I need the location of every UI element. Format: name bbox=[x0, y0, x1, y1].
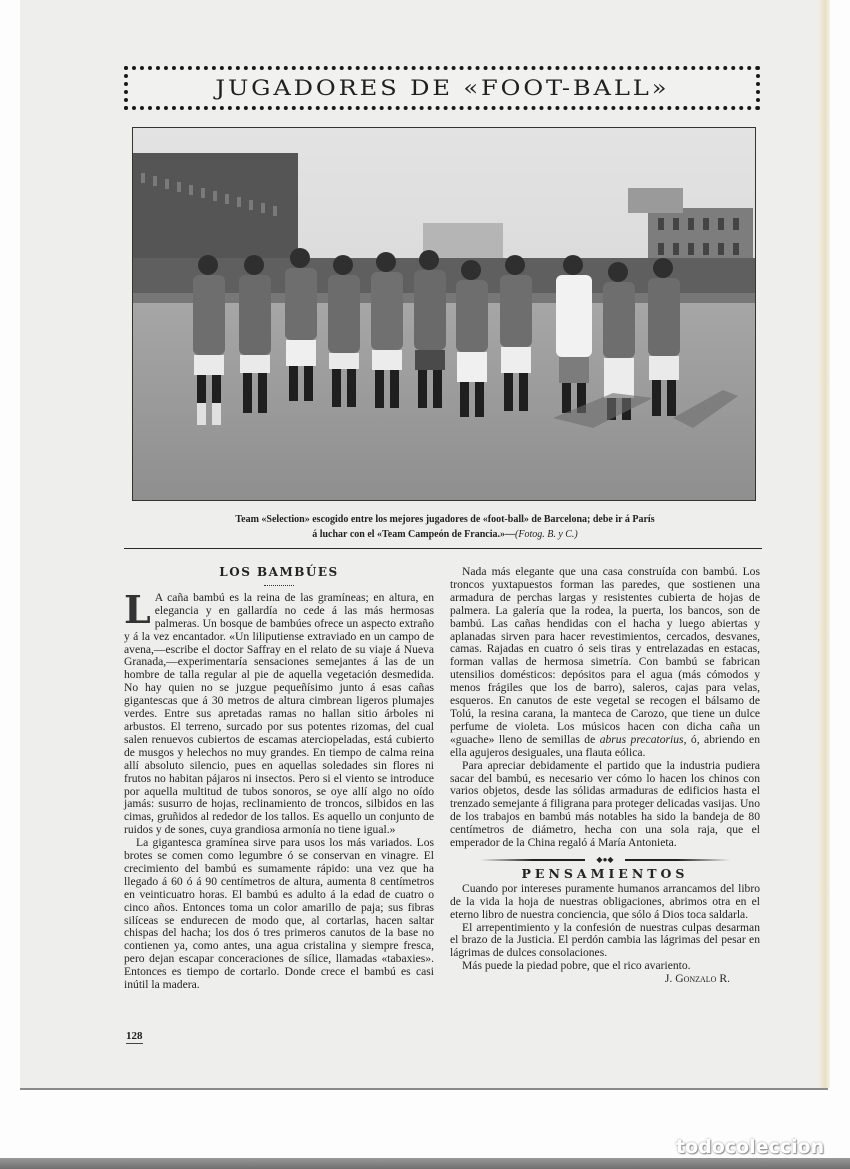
paragraph-text-continued: , ó, abriendo en ella agujeros desiguales, una flauta eólica. bbox=[450, 732, 760, 759]
caption-line-1: Team «Selection» escogido entre los mejores jugadores de «foot-ball» de Barcelona; debe ir á París bbox=[235, 514, 655, 525]
article-heading-pensamientos: PENSAMIENTOS bbox=[521, 865, 689, 881]
latin-species-name: abrus precatorius bbox=[599, 732, 684, 746]
divider-line-left bbox=[480, 859, 585, 861]
thought-paragraph: Más puede la piedad pobre, que el rico avariento. bbox=[462, 959, 691, 973]
drop-cap: L bbox=[124, 586, 151, 632]
author-signature: J. Gonzalo R. bbox=[664, 972, 730, 986]
page-title: JUGADORES DE «FOOT-BALL» bbox=[215, 76, 669, 100]
title-banner bbox=[124, 66, 760, 110]
article-paragraph bbox=[124, 586, 434, 837]
photo-credit: (Fotog. B. y C.) bbox=[515, 529, 578, 540]
paragraph-text: A caña bambú es la reina de las gramíneas; en altura, en elegancia y en gallardía no cede á las más hermosas palmeras. Un bosque de bambúes ofrece un aspecto extraño y á la vez encantador. «Un liliputiense extraviado en un campo de avena,—escribe el doctor Saffray en el relato de su viaje á Nueva Granada,—experimentaría sensaciones semejantes á las de un hombre de talla regular al pie de aquella vegetación desmedida. No hay quien no se juzgue pequeñísimo junto á esas cañas gigantescas que á 30 metros de altura cimbrean ligeros plumajes verdes. Entre sus apretadas ramas no hallan sitio árboles ni arbustos. El terreno, surcado por sus potentes rizomas, del cual salen renuevos cubiertos de escamas aterciopeladas, está cubierto de musgos y helechos no muy grandes. En tiempo de calma reina allí absoluto silencio, pues en aquellas soledades sin flores ni frutos no habitan pájaros ni insectos. Pero si el viento se introduce por aquella multitud de tubos sonoros, se oye allí algo no oído jamás: susurro de hojas, reclinamiento de troncos, silbidos en las cimas, gruñidos al rededor de los tallos. Es aquello un conjunto de ruidos y de sones, cuya grandiosa armonía no tiene igual.» bbox=[124, 590, 434, 837]
thought-paragraph: Cuando por intereses puramente humanos arrancamos del libro de la vida la hoja de nuestras obligaciones, abrimos otra en el eterno libro de nuestra conciencia, que sólo á Dios toca saldarla. bbox=[450, 881, 760, 921]
decorative-divider bbox=[480, 856, 730, 864]
divider-line-right bbox=[625, 859, 730, 861]
thought-paragraph: El arrepentimiento y la confesión de nuestras culpas desarman el brazo de la Justicia. El perdón cambia las lágrimas del pesar en lágrimas de dulces consolaciones. bbox=[450, 920, 760, 960]
caption-line-2 bbox=[140, 527, 750, 542]
article-paragraph bbox=[450, 566, 760, 760]
page-number: 128 bbox=[126, 1030, 143, 1042]
page-edge bbox=[818, 0, 830, 1088]
section-divider bbox=[124, 548, 762, 549]
diamond-ornament-icon: ◆●◆ bbox=[596, 854, 614, 864]
column-left bbox=[124, 566, 434, 992]
article-paragraph: Para apreciar debidamente el partido que la industria pudiera sacar del bambú, es necesario ver cómo lo hacen los chinos con varios objetos, desde las sólidas armaduras de edificios hasta el trenzado semejante á filigrana para proteger delicadas vasijas. Uno de los trabajos en bambú más notables ha sido la bandeja de 80 centímetros de diámetro, hecha con una sola raja, que el emperador de la China regaló á María Antonieta. bbox=[450, 758, 760, 850]
article-paragraph: La gigantesca gramínea sirve para usos los más variados. Los brotes se comen como legumbre ó se conservan en vinagre. El crecimiento del bambú es sumamente rápido: una vez que ha llegado á 60 ó á 90 centímetros de altura, aumenta 8 centímetros en veinticuatro horas. El bambú es adulto á la edad de cuatro o cinco años. Entonces toma un color amarillo de paja; sus fibras silíceas se endurecen de modo que, al cortarlas, hacen saltar chispas del hacha; los dos ó tres primeros canutos de la base no contienen ya, como antes, una agua cristalina y siempre fresca, pero dejan escapar conceraciones de sílice, llamadas «tabaxies». Entonces es tiempo de cortarlo. Donde crece el bambú es casi inútil la madera. bbox=[124, 836, 434, 992]
article-heading-bambues: LOS BAMBÚES bbox=[219, 565, 339, 579]
team-photo bbox=[132, 127, 756, 501]
column-right bbox=[450, 566, 760, 986]
paragraph-text: Nada más elegante que una casa construída con bambú. Los troncos yuxtapuestos forman las paredes, que sostienen una armadura de perchas largas y resistentes cubierta de hojas de palmera. La galería que la rodea, la puerta, los bancos, son de bambú. Las cañas hendidas con el hacha y luego abiertas y aplanadas sirven para hacer revestimientos, cercados, desvanes, camas. Rajadas en cuatro ó seis tiras y entrelazadas en estacas, forman vallas de hermosa simetría. Con bambú se fabrican utensilios domésticos: depósitos para el agua (más cómodos y menos frágiles que los de barro), saleros, cajas para velas, esqueros. En canutos de este vegetal se recogen el bálsamo de Tolú, la resina carana, la manteca de Carozo, que tiene un dulce perfume de violeta. Los músicos hacen con dicha caña un «guache» lleno de semillas de bbox=[450, 565, 760, 746]
watermark-logo: todocoleccion bbox=[676, 1136, 825, 1158]
scan-bottom-edge bbox=[0, 1158, 850, 1169]
caption-line-2-text: á luchar con el «Team Campeón de Francia.»— bbox=[312, 529, 515, 540]
heading-ornament bbox=[264, 581, 294, 586]
photo-caption bbox=[140, 512, 750, 542]
